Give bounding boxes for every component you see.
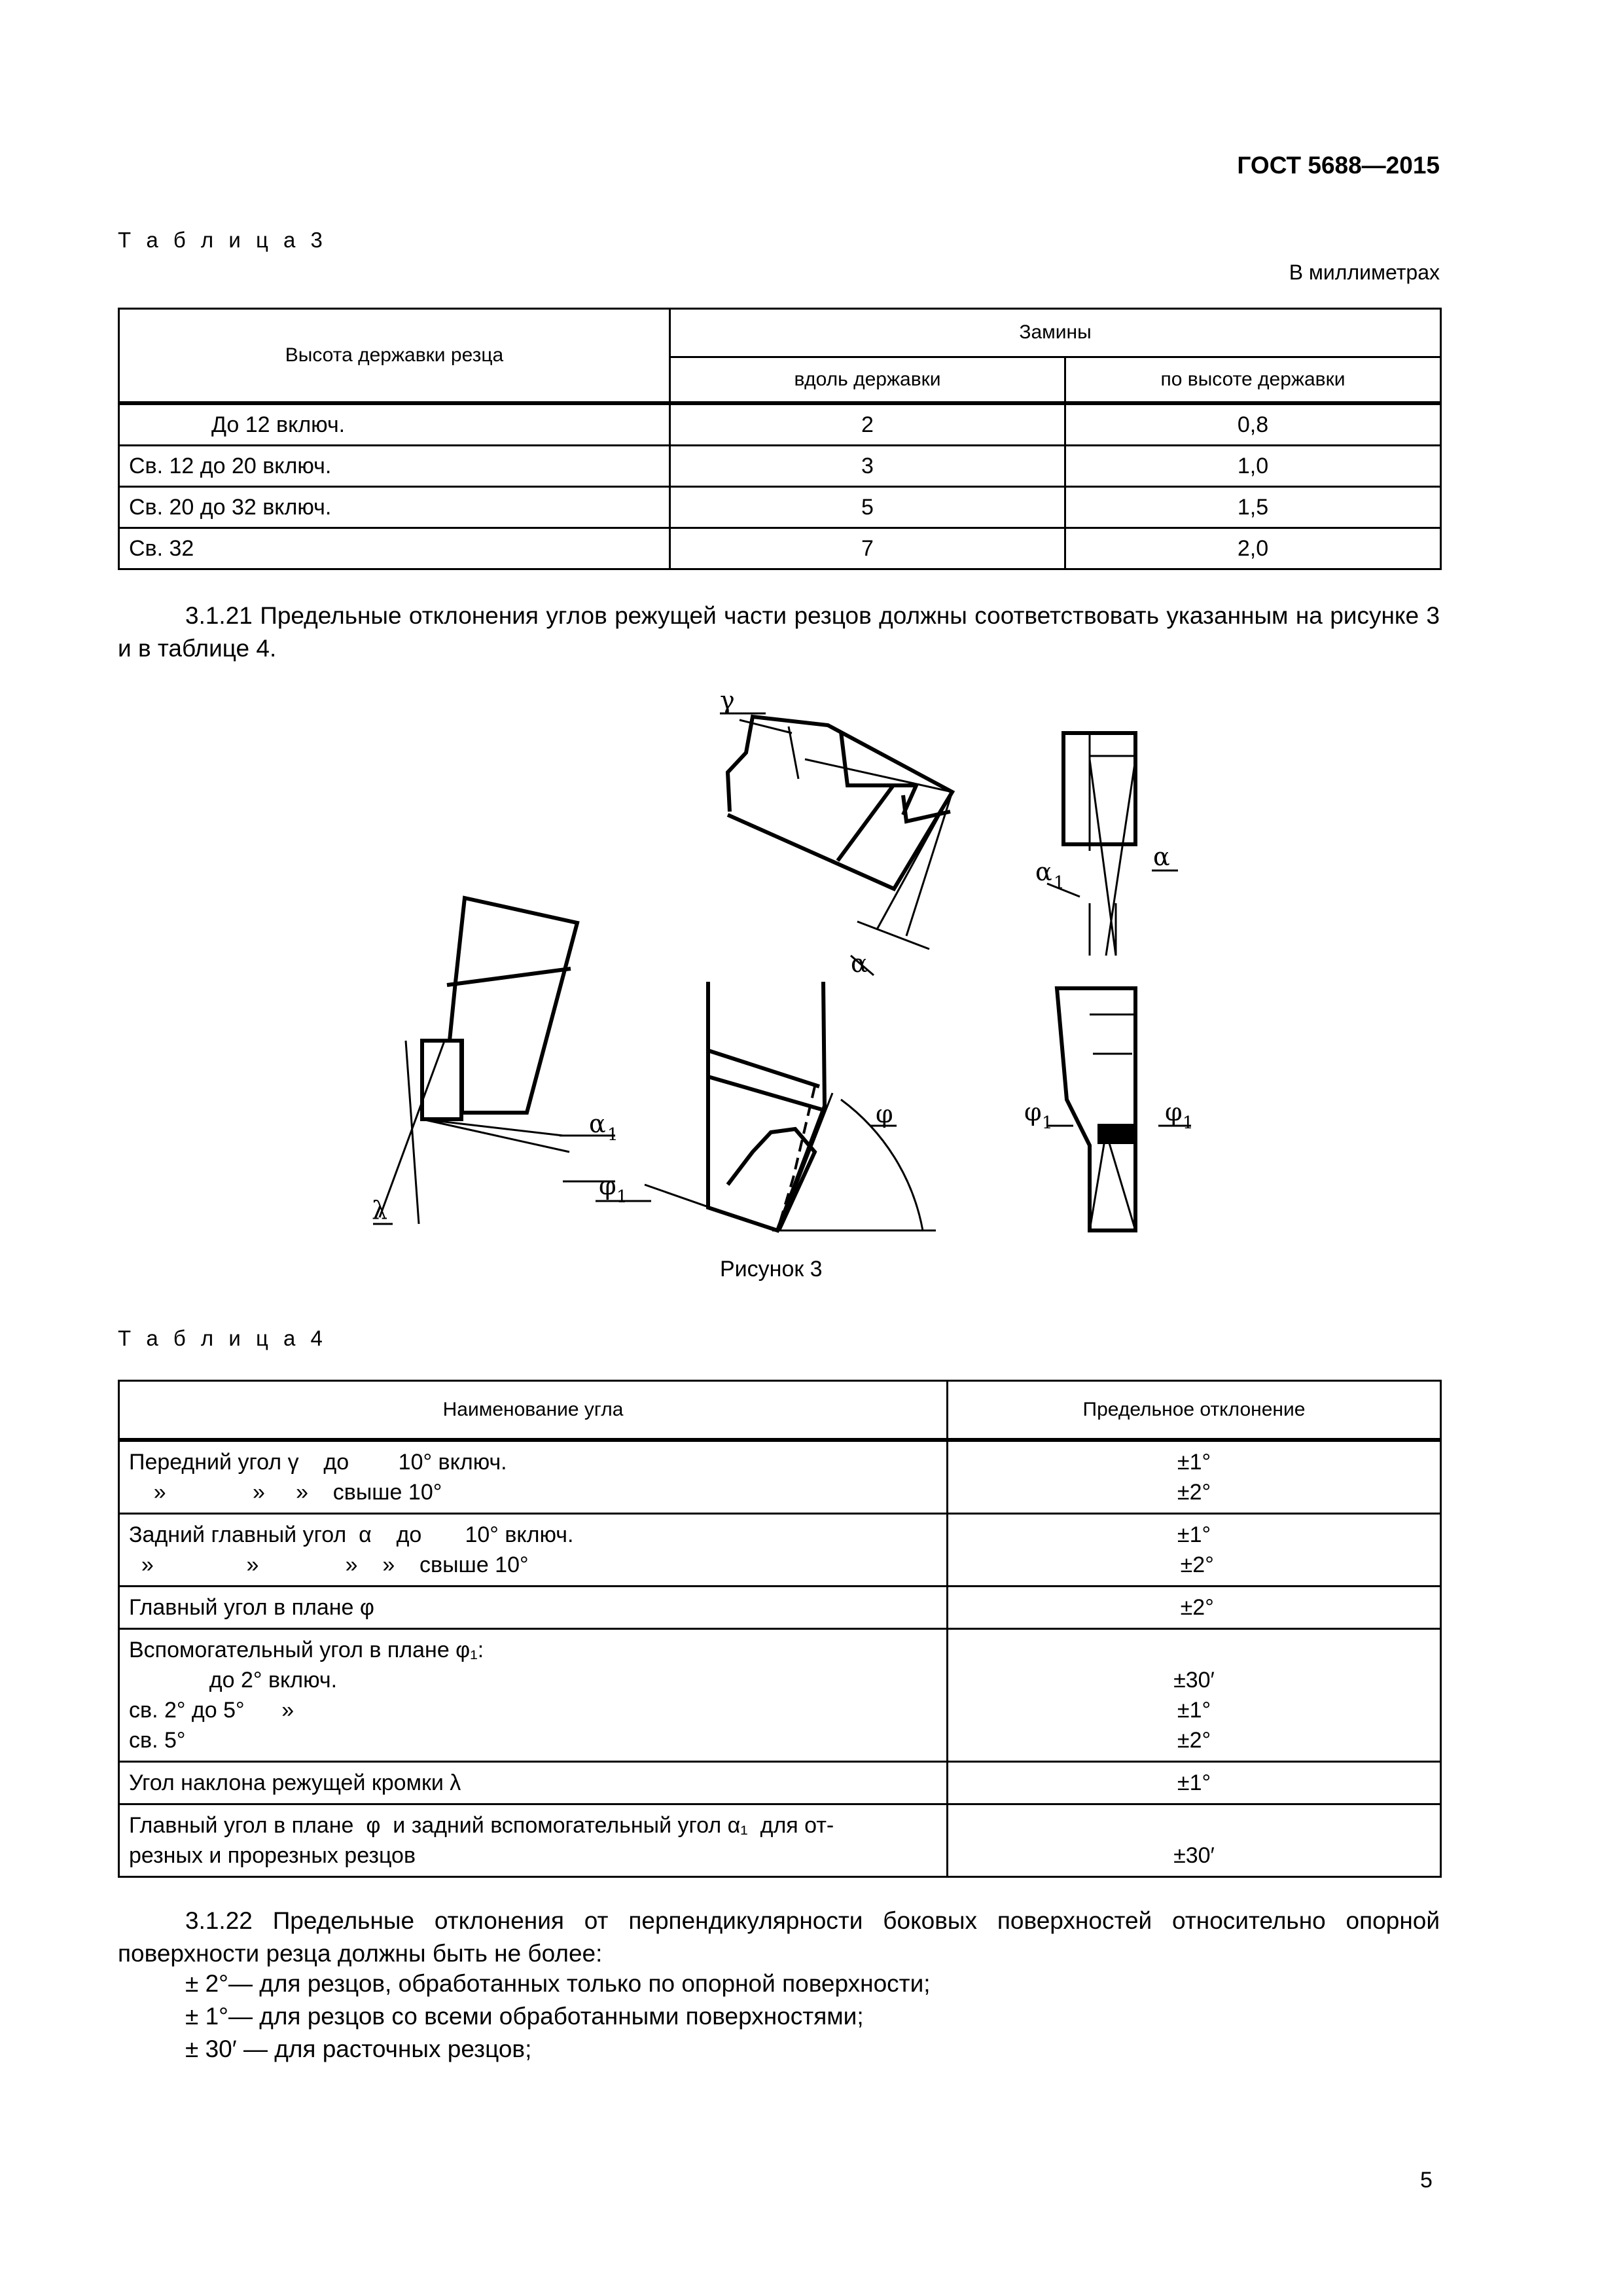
table3-header-along: вдоль державки	[670, 357, 1065, 403]
table3-cell-by-height: 0,8	[1065, 403, 1441, 446]
figure-top-cutter-body	[728, 717, 952, 889]
table-row	[119, 1804, 1441, 1877]
table-row	[119, 1440, 1441, 1514]
table3-cell-along: 5	[670, 487, 1065, 528]
label-phi: φ	[876, 1100, 893, 1128]
label-phi1-right-a: φ	[1024, 1098, 1042, 1126]
label-phi1-right-a-sub: 1	[1042, 1113, 1053, 1133]
table4-cell-name: Угол наклона режущей кромки λ	[119, 1762, 948, 1804]
list-item: ± 2°— для резцов, обработанных только по опорной поверхности;	[185, 1970, 931, 1997]
table4-caption: Т а б л и ц а 4	[118, 1326, 327, 1350]
table3-cell-height: Св. 12 до 20 включ.	[119, 446, 670, 487]
label-alpha1-left-sub: 1	[607, 1125, 618, 1145]
table4	[118, 1380, 1442, 1878]
list-item: ± 1°— для резцов со всеми обработанными поверхностями;	[185, 2003, 864, 2030]
paragraph-3-1-22: 3.1.22 Предельные отклонения от перпендикулярности боковых поверхностей относительно опорной поверхности резца должны быть не более:	[118, 1907, 1440, 1967]
table3-units: В миллиметрах	[1289, 260, 1440, 284]
table-row	[119, 1514, 1441, 1587]
table3-cell-by-height: 1,5	[1065, 487, 1441, 528]
table3-cell-height: Св. 20 до 32 включ.	[119, 487, 670, 528]
table-row	[119, 1762, 1441, 1804]
table4-header-deviation: Предельное отклонение	[948, 1381, 1441, 1441]
table-row	[119, 446, 1441, 487]
table4-header-name: Наименование угла	[119, 1381, 948, 1441]
label-alpha-right: α	[1153, 842, 1170, 871]
label-lambda: λ	[372, 1196, 388, 1225]
table3	[118, 308, 1442, 570]
table-row	[119, 1587, 1441, 1629]
table4-cell-name: Главный угол в плане φ	[119, 1587, 948, 1629]
table3-cell-along: 3	[670, 446, 1065, 487]
label-alpha1-left: α	[589, 1109, 606, 1138]
label-alpha1-right: α	[1035, 857, 1052, 886]
table-row	[119, 1629, 1441, 1762]
table4-cell-deviation: ±1° ±2°	[948, 1514, 1441, 1587]
table-row	[119, 528, 1441, 569]
standard-designation: ГОСТ 5688—2015	[1237, 152, 1440, 179]
label-phi1-bottom-sub: 1	[616, 1187, 628, 1207]
label-phi1-bottom: φ	[599, 1172, 616, 1200]
table-row	[119, 403, 1441, 446]
table3-cell-along: 2	[670, 403, 1065, 446]
table4-cell-name: Главный угол в плане φ и задний вспомогательный угол α₁ для от- резных и прорезных резцов	[119, 1804, 948, 1877]
table3-cell-by-height: 1,0	[1065, 446, 1441, 487]
table3-cell-along: 7	[670, 528, 1065, 569]
list-item: ± 30′ — для расточных резцов;	[185, 2036, 532, 2062]
table3-cell-height: Св. 32	[119, 528, 670, 569]
figure-left-cutter-body	[450, 898, 577, 1113]
label-phi1-right-b: φ	[1165, 1098, 1183, 1126]
table4-cell-deviation: ±30′	[948, 1804, 1441, 1877]
label-alpha1-right-sub: 1	[1054, 873, 1065, 893]
label-phi1-right-b-sub: 1	[1183, 1113, 1194, 1133]
table4-cell-name: Задний главный угол α до 10° включ. » » » » свыше 10°	[119, 1514, 948, 1587]
table4-cell-deviation: ±1°	[948, 1762, 1441, 1804]
table4-cell-name: Вспомогательный угол в плане φ₁: до 2° включ. св. 2° до 5° » св. 5°	[119, 1629, 948, 1762]
figure-3-drawing	[0, 681, 1623, 1244]
table3-cell-height: До 12 включ.	[119, 403, 670, 446]
table3-header-height: Высота державки резца	[119, 309, 670, 404]
page-number: 5	[1420, 2168, 1433, 2193]
table4-cell-deviation: ±1° ±2°	[948, 1440, 1441, 1514]
table4-cell-name: Передний угол γ до 10° включ. » » » свыше 10°	[119, 1440, 948, 1514]
label-gamma: γ	[720, 686, 735, 715]
table4-cell-deviation: ±2°	[948, 1587, 1441, 1629]
label-alpha-top: α	[851, 949, 868, 978]
table4-cell-deviation: ±30′ ±1° ±2°	[948, 1629, 1441, 1762]
table-row	[119, 487, 1441, 528]
figure-caption: Рисунок 3	[720, 1257, 823, 1282]
paragraph-3-1-21: 3.1.21 Предельные отклонения углов режущей части резцов должны соответствовать указанным на рисунке 3 и в таблице 4.	[118, 602, 1440, 662]
table3-header-by-height: по высоте державки	[1065, 357, 1441, 403]
table3-caption: Т а б л и ц а 3	[118, 228, 327, 252]
table3-header-group: Замины	[670, 309, 1441, 357]
table3-cell-by-height: 2,0	[1065, 528, 1441, 569]
